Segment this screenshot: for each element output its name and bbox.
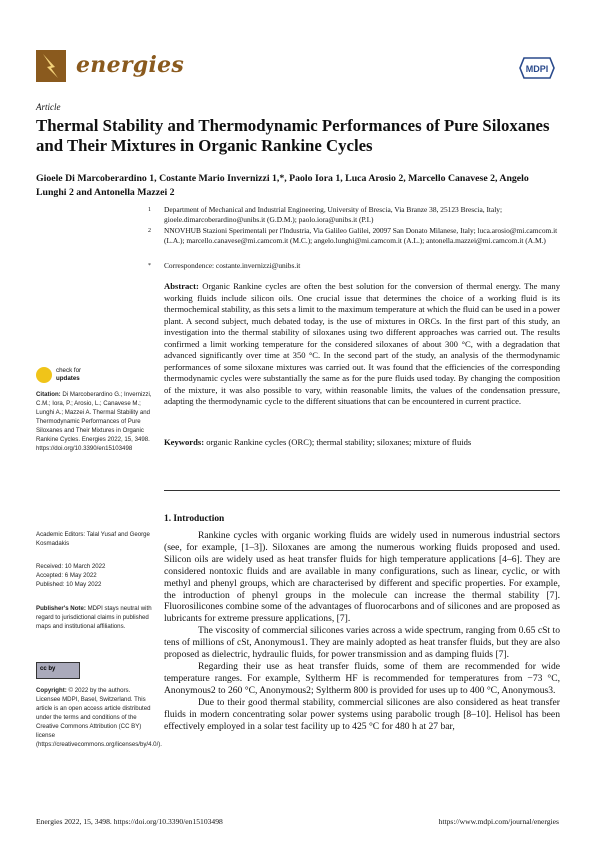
- dates: [36, 562, 154, 589]
- affiliation-number: 2: [148, 228, 151, 234]
- abstract-label: Abstract:: [164, 281, 199, 291]
- journal-logo: [36, 50, 185, 86]
- publisher-note-text: MDPI stays neutral with regard to jurisdictional claims in published maps and institutional affiliations.: [36, 605, 152, 630]
- footer-journal-link[interactable]: https://www.mdpi.com/journal/energies: [438, 817, 559, 826]
- paragraph: Due to their good thermal stability, commercial silicones are also considered as heat transfer fluids in modern concentrating solar power systems using parabolic trough [8–10]. Helisol has been effectively employed in a solar test facility up to 425 °C for 480 h at 27 bar,: [164, 696, 560, 732]
- affiliation-text: NNOVHUB Stazioni Sperimentali per l'Industria, Via Galileo Galilei, 20097 San Donato Milanese, Italy; luca.arosio@mi.camcom.it (L.A.); marcello.canavese@mi.camcom.it (M.C.); angelo.lunghi@mi.camcom.it (A.L.); antonella.mazzei@mi.camcom.it (A.M.): [164, 226, 558, 245]
- copyright-text: © 2022 by the authors. Licensee MDPI, Basel, Switzerland. This article is an open access article distributed under the terms and conditions of the Creative Commons Attribution (CC BY) license (https://creativecommons.org/licenses/by/4.0/).: [36, 687, 162, 748]
- mdpi-logo-text: MDPI: [525, 64, 549, 74]
- journal-name: energies: [76, 52, 185, 78]
- cc-by-license-icon[interactable]: [36, 662, 80, 679]
- check-updates-line2: updates: [56, 375, 80, 382]
- check-updates-icon: [36, 367, 52, 383]
- body-text: [164, 530, 560, 732]
- keywords: [164, 436, 560, 448]
- paragraph: Rankine cycles with organic working fluids are widely used in numerous industrial sectors (see, for example, [1–3]). Siloxanes are among the numerous working fluids proposed and used. Silicon oils are widely used as heat transfer fluids for high temperature applications [4–6]. They are considered nontoxic fluids and are available in many configurations, such as linear, cyclic, or with methyl and phenyl groups, which are characterised by different and specific properties. For example, the introduction of phenyl groups in the molecule can increase the thermal stability [7]. Fluorosilicones combine some of the advantages of fluorocarbons and of silicones and are proposed as lubricants for extreme pressure applications, [7].: [164, 530, 560, 625]
- copyright: [36, 686, 162, 749]
- copyright-label: Copyright:: [36, 687, 67, 694]
- citation-text: Di Marcoberardino G.; Invernizzi, C.M.; Iora, P.; Arosio, L.; Canavese M.; Lunghi A.; Mazzei A. Thermal Stability and Thermodynamic Performances of Pure Siloxanes and Their Mixtures in Organic Rankine Cycles. Energies 2022, 15, 3498. https://doi.org/10.3390/en15103498: [36, 391, 152, 452]
- correspondence-text: Correspondence: costante.invernizzi@unibs.it: [164, 261, 301, 270]
- abstract: [164, 281, 560, 408]
- paragraph: The viscosity of commercial silicones varies across a wide spectrum, ranging from 0.65 cSt to tens of millions of cSt, Anonymous1. They are mainly adopted as heat transfer fluids, but they are also proposed as dielectric, hydraulic fluids, for power transmission and as damping fluids [7].: [164, 625, 560, 661]
- energies-logo-icon: [36, 50, 66, 82]
- academic-editors: Academic Editors: Talal Yusaf and George Kosmadakis: [36, 531, 150, 547]
- keywords-label: Keywords:: [164, 437, 205, 447]
- cc-badge-text: cc by: [40, 666, 56, 672]
- published-date: Published: 10 May 2022: [36, 581, 102, 588]
- publisher-note-label: Publisher's Note:: [36, 605, 86, 612]
- correspondence: [148, 261, 560, 271]
- accepted-date: Accepted: 6 May 2022: [36, 572, 97, 579]
- author-list: [36, 172, 560, 200]
- publisher-note: [36, 604, 154, 631]
- affiliation-1: [148, 205, 560, 225]
- mdpi-logo: [518, 56, 556, 80]
- authors-text: Gioele Di Marcoberardino 1, Costante Mario Invernizzi 1,*, Paolo Iora 1, Luca Arosio 2, Marcello Canavese 2, Angelo Lunghi 2 and Antonella Mazzei 2: [36, 173, 529, 198]
- keywords-text: organic Rankine cycles (ORC); thermal stability; siloxanes; mixture of fluids: [206, 437, 472, 447]
- check-for-updates-badge[interactable]: [36, 366, 96, 386]
- affiliation-2: [148, 226, 560, 246]
- citation-block: [36, 390, 154, 453]
- divider: [164, 490, 560, 491]
- section-heading: 1. Introduction: [164, 514, 225, 524]
- affiliation-number: 1: [148, 207, 151, 213]
- received-date: Received: 10 March 2022: [36, 563, 106, 570]
- check-updates-line1: check for: [56, 367, 82, 374]
- paragraph: Regarding their use as heat transfer fluids, some of them are recommended for wide temperature ranges. For example, Syltherm HF is recommended for temperatures from −73 °C, Anonymous2 to 260 °C, Anonymous2; Syltherm 800 is provided for uses up to 400 °C, Anonymous3.: [164, 660, 560, 696]
- article-type: Article: [36, 102, 61, 112]
- paper-title: Thermal Stability and Thermodynamic Performances of Pure Siloxanes and Their Mixtures in Organic Rankine Cycles: [36, 116, 550, 155]
- affiliation-number: *: [148, 263, 151, 269]
- abstract-text: Organic Rankine cycles are often the best solution for the conversion of thermal energy. The many working fluids include silicon oils. One crucial issue that determines the choice of a working fluid is its thermochemical stability, as this sets a limit to the maximum temperature at which the fluid can be used in a power plant. A second subject, much debated today, is the use of mixtures in ORCs. In the first part of this study, an investigation into the thermal stability of siloxanes using two different approaches was carried out. The results confirmed a limit working temperature for the considered siloxanes of about 300 °C, with a degradation that advanced significantly over time at 350 °C. In the second part of the study, an analysis of the thermodynamic performances of some siloxane mixtures was carried out. It was found that the efficiencies of the corresponding thermodynamic cycles were substantially the same as for the pure fluids used today. By changing the composition of the mixture, it was also possible to vary, within reasonable limits, the values of the condensation pressure, adapting the thermodynamic cycle to the different situations that can be encountered in current practice.: [164, 281, 560, 407]
- citation-label: Citation:: [36, 391, 61, 398]
- affiliation-text: Department of Mechanical and Industrial Engineering, University of Brescia, Via Branze 38, 25123 Brescia, Italy; gioele.dimarcoberardino@unibs.it (G.D.M.); paolo.iora@unibs.it (P.I.): [164, 205, 503, 224]
- footer-citation: Energies 2022, 15, 3498. https://doi.org/10.3390/en15103498: [36, 817, 223, 826]
